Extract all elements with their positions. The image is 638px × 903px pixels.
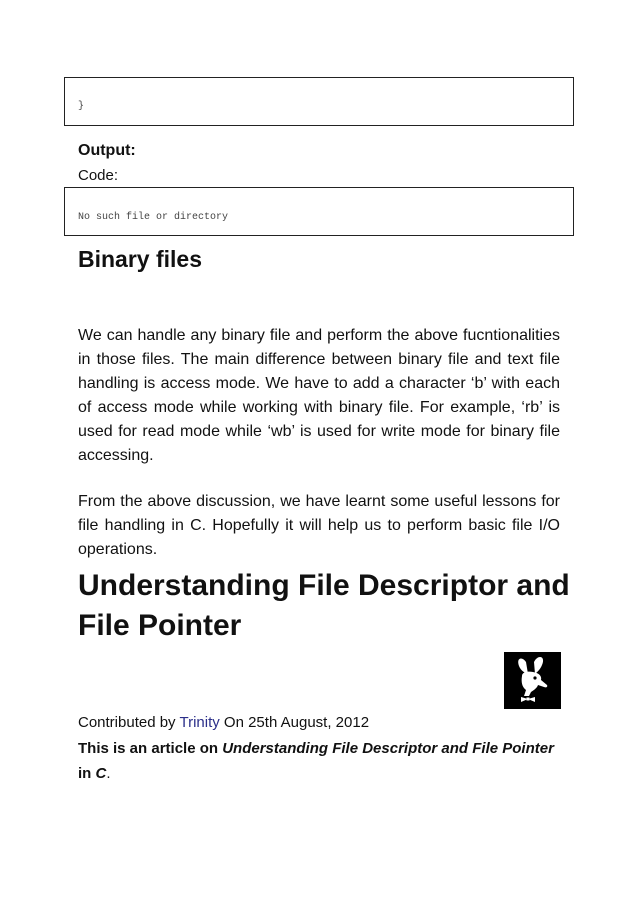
intro-end: .	[106, 765, 111, 782]
intro-prefix: This is an article on	[78, 740, 223, 757]
intro-mid: in	[78, 765, 96, 782]
binary-paragraph-1: We can handle any binary file and perform the above fucntionalities in those files. The main difference between binary file and text file handling is access mode. We have to add a character ‘b’ with each of access mode while working with binary file. For example, ‘rb’ is used for read mode while ‘wb’ is used for write mode for binary file accessing.	[78, 327, 560, 464]
binary-paragraph-2: From the above discussion, we have learnt some useful lessons for file handling in C. Hopefully it will help us to perform basic file I/O operations.	[78, 493, 560, 558]
intro-topic: Understanding File Descriptor and File Pointer	[222, 740, 554, 757]
output-label: Output:	[78, 142, 136, 159]
contributed-prefix: Contributed by	[78, 714, 180, 731]
contributed-by-line	[78, 713, 369, 733]
code-block-output	[64, 187, 574, 236]
code-text-output: No such file or directory	[78, 212, 229, 223]
article-title: Understanding File Descriptor and File Pointer	[78, 569, 570, 642]
date-text: On 25th August, 2012	[219, 714, 370, 731]
code-block-top	[64, 77, 574, 126]
bunny-logo-icon	[504, 652, 561, 709]
intro-lang: C	[95, 765, 107, 782]
article-intro	[78, 736, 558, 786]
author-link[interactable]: Trinity	[179, 714, 220, 731]
section-heading-binary-files: Binary files	[78, 246, 202, 272]
code-label: Code:	[78, 167, 119, 184]
code-text-brace: }	[78, 101, 85, 112]
